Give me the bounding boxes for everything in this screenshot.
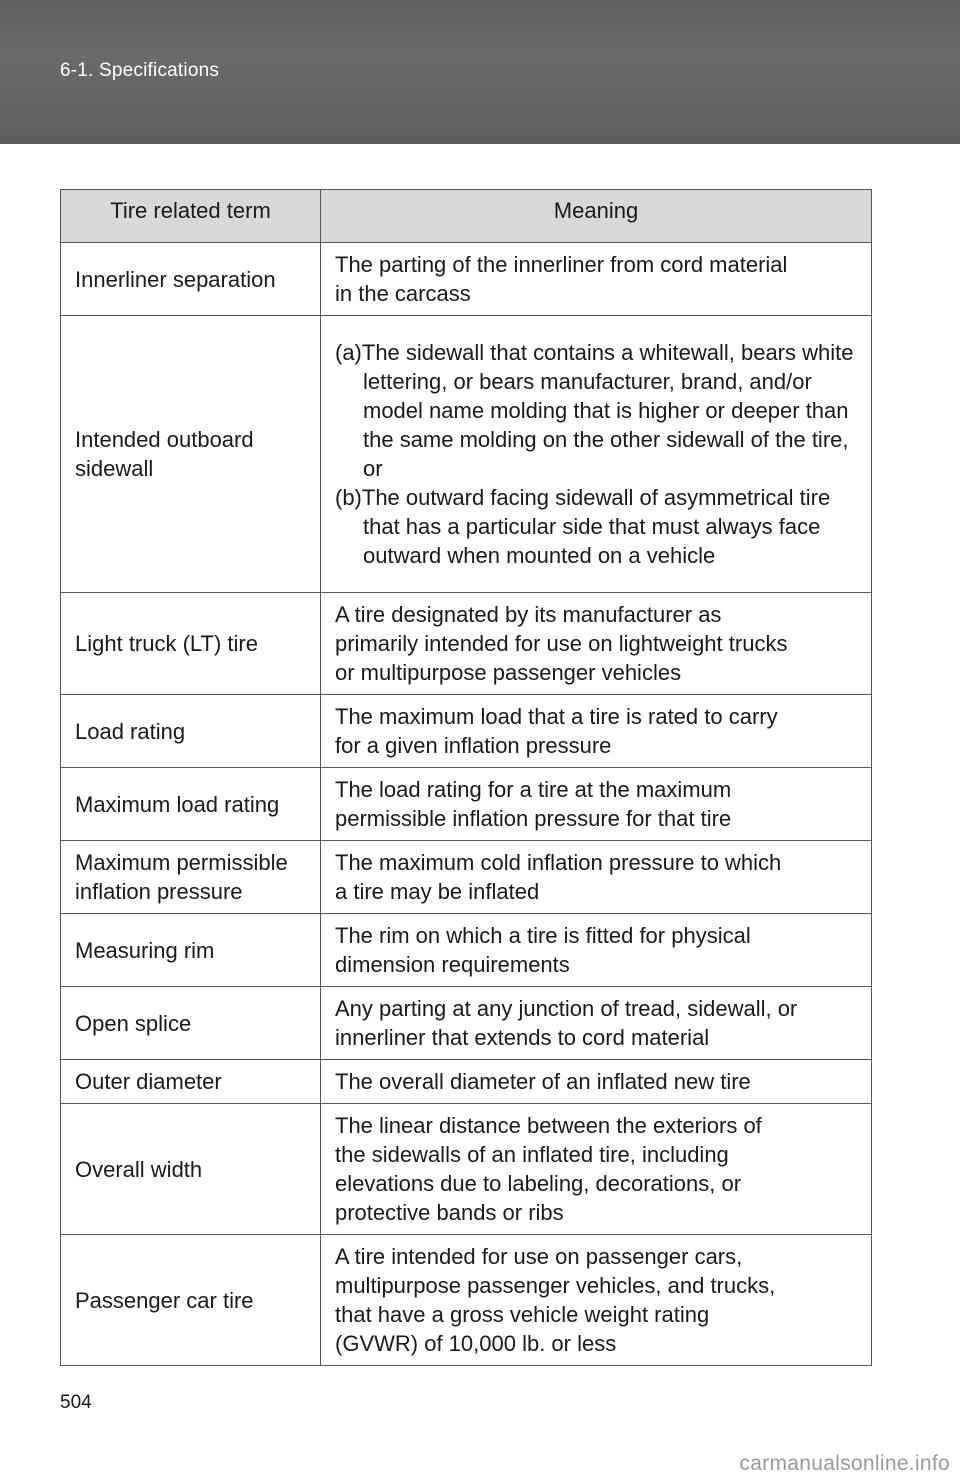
term-cell: Overall width	[61, 1104, 321, 1235]
page-number: 504	[60, 1392, 92, 1413]
column-header-meaning: Meaning	[321, 190, 872, 243]
meaning-line: elevations due to labeling, decorations, or	[335, 1171, 742, 1196]
meaning-line: The overall diameter of an inflated new tire	[335, 1069, 751, 1094]
meaning-line: permissible inflation pressure for that tire	[335, 806, 732, 831]
table-row	[61, 1104, 872, 1235]
meaning-line: protective bands or ribs	[335, 1200, 564, 1225]
meaning-line: The linear distance between the exteriors of	[335, 1113, 762, 1138]
meaning-cell	[321, 1104, 872, 1235]
table-row	[61, 987, 872, 1060]
header-band	[0, 0, 960, 144]
meaning-cell	[321, 316, 872, 593]
meaning-line: or multipurpose passenger vehicles	[335, 660, 682, 685]
meaning-line: The maximum load that a tire is rated to carry	[335, 704, 778, 729]
table-row	[61, 243, 872, 316]
table-row	[61, 841, 872, 914]
meaning-line: The rim on which a tire is fitted for physical	[335, 923, 751, 948]
table-row	[61, 768, 872, 841]
tire-terms-table	[60, 189, 872, 1366]
meaning-cell	[321, 768, 872, 841]
meaning-line: (GVWR) of 10,000 lb. or less	[335, 1331, 617, 1356]
meaning-cell	[321, 987, 872, 1060]
term-cell: Load rating	[61, 695, 321, 768]
table-row	[61, 695, 872, 768]
term-cell: Maximum permissible inflation pressure	[61, 841, 321, 914]
meaning-line: dimension requirements	[335, 952, 570, 977]
meaning-line: in the carcass	[335, 281, 471, 306]
meaning-cell	[321, 841, 872, 914]
term-cell: Maximum load rating	[61, 768, 321, 841]
meaning-line: that have a gross vehicle weight rating	[335, 1302, 710, 1327]
term-cell: Outer diameter	[61, 1060, 321, 1104]
table-row	[61, 1235, 872, 1366]
table-row	[61, 1060, 872, 1104]
term-cell: Light truck (LT) tire	[61, 593, 321, 695]
term-cell: Open splice	[61, 987, 321, 1060]
term-cell: Innerliner separation	[61, 243, 321, 316]
meaning-line: The maximum cold inflation pressure to which	[335, 850, 782, 875]
meaning-line: a tire may be inflated	[335, 879, 540, 904]
table-row	[61, 914, 872, 987]
meaning-cell	[321, 243, 872, 316]
term-cell: Passenger car tire	[61, 1235, 321, 1366]
meaning-line: for a given inflation pressure	[335, 733, 612, 758]
meaning-line: primarily intended for use on lightweight trucks	[335, 631, 788, 656]
meaning-item: (a)The sidewall that contains a whitewall, bears white lettering, or bears manufacturer, brand, and/or model name molding that is higher or deeper than the same molding on the other sidewall of the tire, or	[335, 340, 854, 481]
meaning-cell	[321, 593, 872, 695]
section-title: 6-1. Specifications	[60, 60, 220, 81]
meaning-cell	[321, 914, 872, 987]
meaning-cell	[321, 1060, 872, 1104]
meaning-cell	[321, 1235, 872, 1366]
meaning-line: The load rating for a tire at the maximum	[335, 777, 732, 802]
meaning-line: Any parting at any junction of tread, sidewall, or	[335, 996, 798, 1021]
term-cell: Measuring rim	[61, 914, 321, 987]
meaning-line: A tire intended for use on passenger cars,	[335, 1244, 743, 1269]
meaning-cell	[321, 695, 872, 768]
meaning-line: The parting of the innerliner from cord material	[335, 252, 788, 277]
term-cell: Intended outboard sidewall	[61, 316, 321, 593]
column-header-term: Tire related term	[61, 190, 321, 243]
meaning-line: multipurpose passenger vehicles, and trucks,	[335, 1273, 776, 1298]
table-header-row	[61, 190, 872, 243]
watermark: carmanualsonline.info	[739, 1452, 950, 1475]
table-row	[61, 593, 872, 695]
table-row	[61, 316, 872, 593]
meaning-line: A tire designated by its manufacturer as	[335, 602, 722, 627]
meaning-line: innerliner that extends to cord material	[335, 1025, 710, 1050]
meaning-item: (b)The outward facing sidewall of asymmetrical tire that has a particular side that must always face outward when mounted on a vehicle	[335, 485, 831, 568]
meaning-line: the sidewalls of an inflated tire, including	[335, 1142, 729, 1167]
